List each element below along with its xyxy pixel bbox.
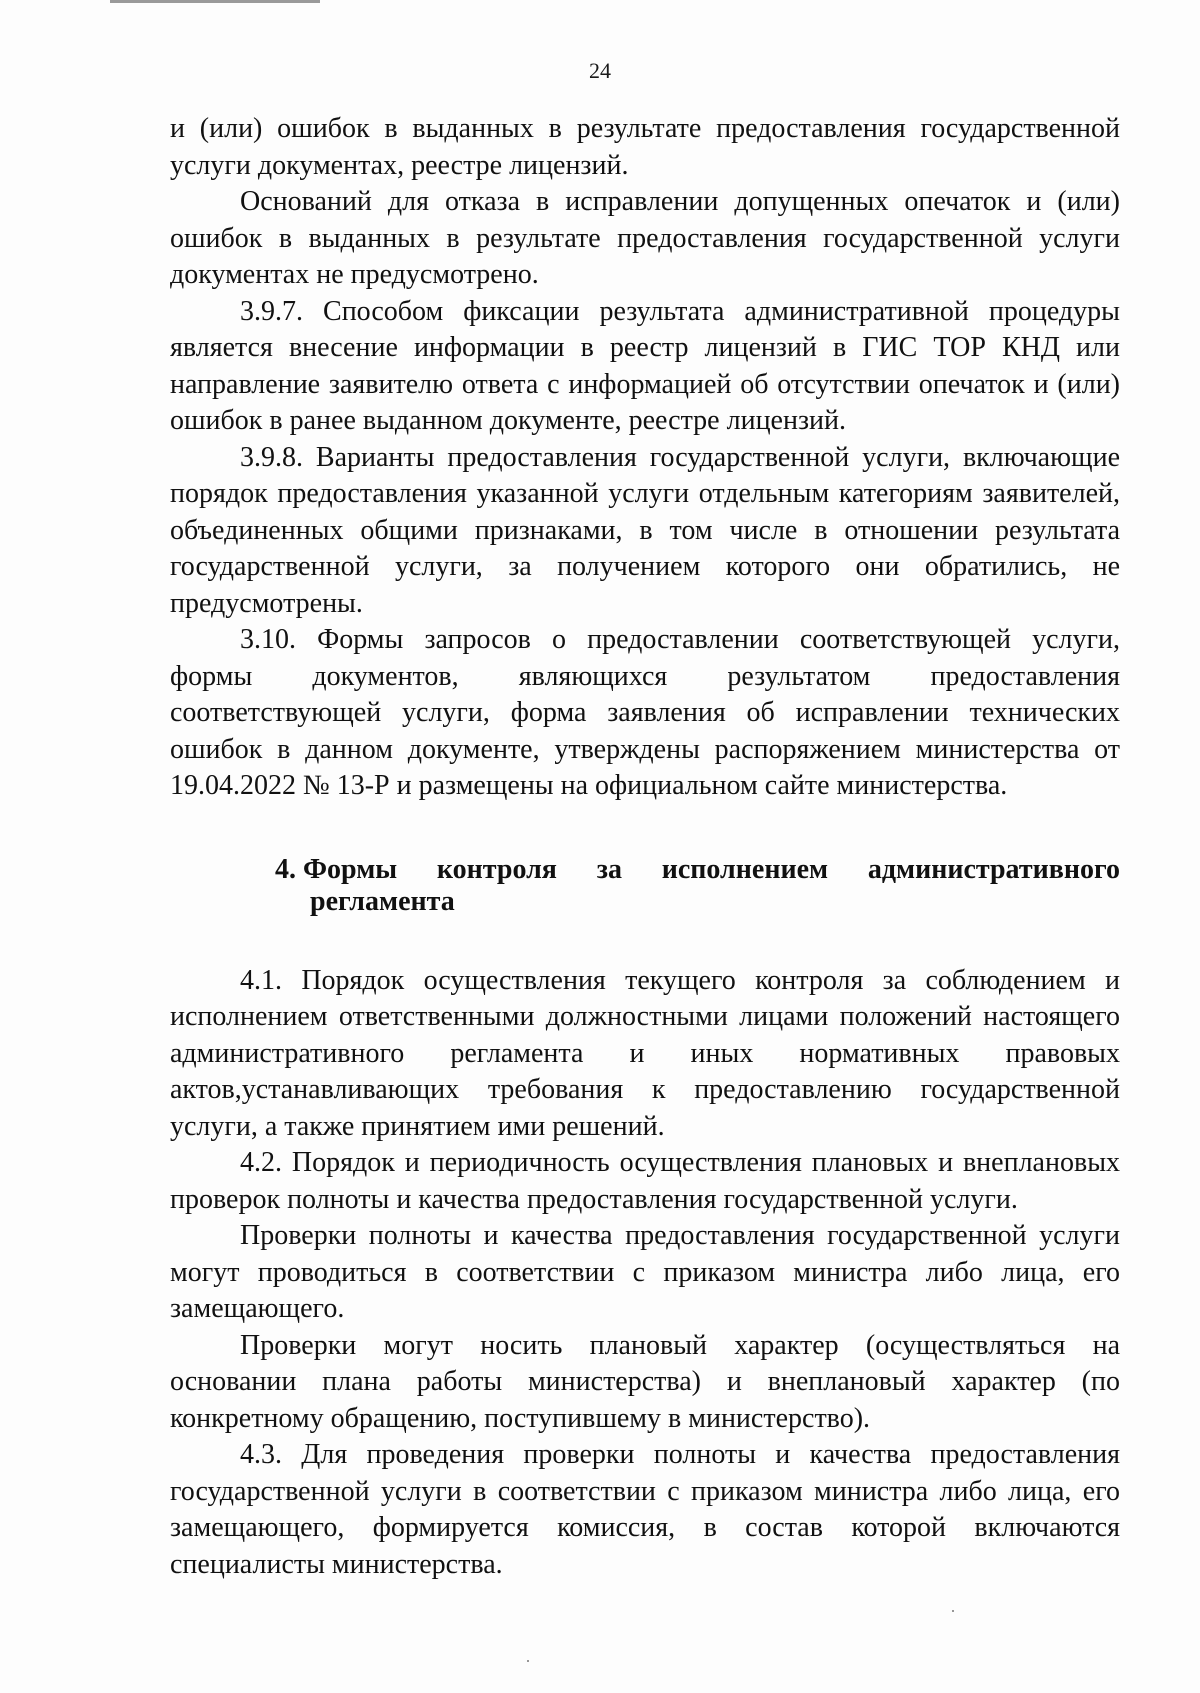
heading-word-5: административного (867, 853, 1120, 885)
paragraph-4-1: 4.1. Порядок осуществления текущего контроля за соблюдением и исполнением ответственными должностными лицами положений настоящего административного регламента и иных нормативных правовых актов,устанавливающих требования к предоставлению государственной услуги, а также принятием ими решений. (170, 964, 1120, 1142)
document-body (170, 111, 1120, 1583)
heading-word-4: исполнением (661, 853, 829, 885)
paragraph-3-10: 3.10. Формы запросов о предоставлении соответствующей услуги, формы документов, являющихся результатом предоставления соответствующей услуги, форма заявления об исправлении технических ошибок в данном документе, утверждены распоряжением министерства от 19.04.2022 № 13-Р и размещены на официальном сайте министерства. (170, 624, 1120, 801)
page-number: 24 (589, 58, 611, 83)
paragraph-top-1: и (или) ошибок в выданных в результате предоставления государственной услуги документах, реестре лицензий. (170, 113, 1120, 181)
heading-word-2: контроля (436, 853, 557, 885)
paragraph-3-9-7: 3.9.7. Способом фиксации результата административной процедуры является внесение информации в реестр лицензий в ГИС ТОР КНД или направление заявителю ответа с информацией об отсутствии опечаток и (или) ошибок в ранее выданном документе, реестре лицензий. (170, 295, 1120, 436)
paragraph-top-2: Оснований для отказа в исправлении допущенных опечаток и (или) ошибок в выданных в результате предоставления государственной услуги документах не предусмотрено. (170, 186, 1120, 290)
section-heading (170, 854, 1120, 918)
scan-edge-mark (110, 0, 320, 3)
paragraph-4-3: 4.3. Для проведения проверки полноты и качества предоставления государственной услуги в соответствии с приказом министра либо лица, его замещающего, формируется комиссия, в состав которой включаются специалисты министерства. (170, 1439, 1120, 1580)
scan-speck (527, 1660, 529, 1662)
paragraph-checks-1: Проверки полноты и качества предоставления государственной услуги могут проводиться в соответствии с приказом министра либо лица, его замещающего. (170, 1220, 1120, 1324)
heading-word-1: 4. Формы (275, 853, 398, 885)
scan-speck (952, 1610, 954, 1612)
paragraph-4-2: 4.2. Порядок и периодичность осуществления плановых и внеплановых проверок полноты и качества предоставления государственной услуги. (170, 1147, 1120, 1215)
section-heading-line-2: регламента (310, 885, 455, 917)
section-heading-line-1 (275, 854, 1120, 886)
paragraph-3-9-8: 3.9.8. Варианты предоставления государственной услуги, включающие порядок предоставления указанной услуги отдельным категориям заявителей, объединенных общими признаками, в том числе в отношении результата государственной услуги, за получением которого они обратились, не предусмотрены. (170, 441, 1120, 619)
paragraph-checks-2: Проверки могут носить плановый характер (осуществляться на основании плана работы министерства) и внеплановый характер (по конкретному обращению, поступившему в министерство). (170, 1329, 1120, 1434)
heading-word-3: за (596, 853, 622, 885)
